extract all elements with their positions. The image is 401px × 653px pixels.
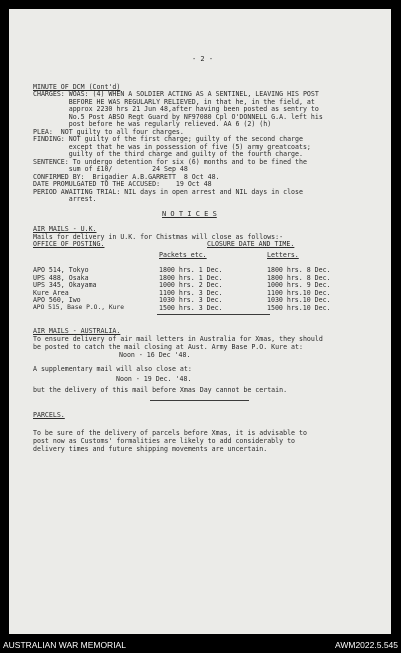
letters-column-header: Letters. bbox=[267, 251, 299, 259]
section-divider bbox=[157, 314, 270, 315]
minute-line: CONFIRMED BY: Brigadier A.B.GARRETT 8 Oct 48. bbox=[33, 172, 220, 181]
closure-column-header: CLOSURE DATE AND TIME. bbox=[207, 240, 295, 248]
table-cell-office: APO 560, Iwo bbox=[33, 296, 81, 304]
table-cell-letters: 1030 hrs.10 Dec. bbox=[267, 296, 331, 304]
minute-line: FINDING: NOT guilty of the first charge; guilty of the second charge bbox=[33, 135, 303, 143]
table-cell-packets: 1500 hrs. 3 Dec. bbox=[159, 303, 223, 312]
supplementary-mail-text: A supplementary mail will also close at: bbox=[33, 365, 192, 373]
minute-line: post before he was regularly relieved. AA 6 (2) (h) bbox=[33, 120, 272, 128]
parcels-text: post now as Customs' formalities are likely to add considerably to bbox=[33, 437, 296, 445]
air-mails-uk-intro: Mails for delivery in U.K. for Chistmas will close as follows:- bbox=[33, 232, 284, 241]
office-column-header: OFFICE OF POSTING. bbox=[33, 240, 105, 248]
table-cell-packets: 1800 hrs. 1 Dec. bbox=[159, 266, 223, 274]
air-mails-australia-text: To ensure delivery of air mail letters in Australia for Xmas, they should bbox=[33, 335, 323, 343]
air-mails-uk-heading: AIR MAILS - U.K. bbox=[33, 225, 97, 233]
minute-line: SENTENCE: To undergo detention for six (6) months and to be fined the bbox=[33, 157, 307, 166]
table-cell-packets: 1030 hrs. 3 Dec. bbox=[159, 296, 223, 304]
table-cell-office: UPS 488, Osaka bbox=[33, 273, 89, 282]
parcels-text: To be sure of the delivery of parcels before Xmas, it is advisable to bbox=[33, 429, 307, 437]
minute-heading: MINUTE OF DCM (Cont'd) bbox=[33, 83, 121, 91]
minute-line: DATE PROMULGATED TO THE ACCUSED: 19 Oct 48 bbox=[33, 180, 212, 188]
footer-reference: AWM2022.5.545 bbox=[335, 640, 398, 650]
table-cell-letters: 1100 hrs.10 Dec. bbox=[267, 288, 331, 297]
table-cell-letters: 1800 hrs. 8 Dec. bbox=[267, 273, 331, 282]
notices-title: N O T I C E S bbox=[162, 210, 217, 218]
air-mails-australia-text: be posted to catch the mail closing at Aust. Army Base P.O. Kure at: bbox=[33, 343, 303, 351]
table-cell-packets: 1800 hrs. 1 Dec. bbox=[159, 273, 223, 282]
table-cell-letters: 1000 hrs. 9 Dec. bbox=[267, 281, 331, 289]
minute-line: PLEA: NOT guilty to all four charges. bbox=[33, 127, 184, 136]
parcels-heading: PARCELS. bbox=[33, 411, 65, 419]
minute-line: except that he was in possession of five (5) army greatcoats; bbox=[33, 142, 311, 151]
packets-column-header: Packets etc. bbox=[159, 251, 207, 259]
table-cell-letters: 1500 hrs.10 Dec. bbox=[267, 303, 331, 312]
section-divider bbox=[150, 400, 249, 401]
table-cell-office: APO 514, Tokyo bbox=[33, 266, 89, 274]
table-cell-letters: 1800 hrs. 8 Dec. bbox=[267, 266, 331, 274]
minute-line: PERIOD AWAITING TRIAL: NIL days in open arrest and NIL days in close bbox=[33, 187, 303, 196]
minute-line: guilty of the third charge and guilty of the fourth charge. bbox=[33, 150, 303, 158]
table-cell-office: UPS 345, Okayama bbox=[33, 281, 97, 289]
australia-closing-date: Noon - 16 Dec '48. bbox=[119, 351, 191, 359]
table-cell-office: Kure Area bbox=[33, 288, 69, 297]
table-cell-packets: 1100 hrs. 3 Dec. bbox=[159, 288, 223, 297]
parcels-text: delivery times and future shipping movements are uncertain. bbox=[33, 445, 268, 453]
footer-institution: AUSTRALIAN WAR MEMORIAL bbox=[3, 640, 126, 650]
table-cell-packets: 1000 hrs. 2 Dec. bbox=[159, 281, 223, 289]
minute-line: sum of £10/ 24 Sep 48 bbox=[33, 165, 188, 173]
page-number: - 2 - bbox=[192, 55, 214, 63]
minute-line: BEFORE HE WAS REGULARLY RELIEVED, in that he, in the field, at bbox=[33, 97, 315, 106]
minute-line: No.5 Post ABSO Regt Guard by NF97080 Cpl O'DONNELL G.A. left his bbox=[33, 112, 323, 121]
minute-line: arrest. bbox=[33, 195, 97, 203]
supplementary-closing-date: Noon - 19 Dec. '48. bbox=[116, 375, 192, 383]
table-cell-office: APO 515, Base P.O., Kure bbox=[33, 303, 124, 311]
minute-line: approx 2230 hrs 21 Jun 48,after having been posted as sentry to bbox=[33, 105, 319, 113]
air-mails-australia-heading: AIR MAILS - AUSTRALIA. bbox=[33, 327, 121, 335]
document-page bbox=[9, 9, 391, 634]
archive-footer bbox=[0, 637, 401, 653]
delivery-caveat: but the delivery of this mail before Xmas Day cannot be certain. bbox=[33, 386, 288, 394]
minute-line: CHARGES: WOAS: (4) WHEN A SOLDIER ACTING AS A SENTINEL, LEAVING HIS POST bbox=[33, 90, 319, 98]
